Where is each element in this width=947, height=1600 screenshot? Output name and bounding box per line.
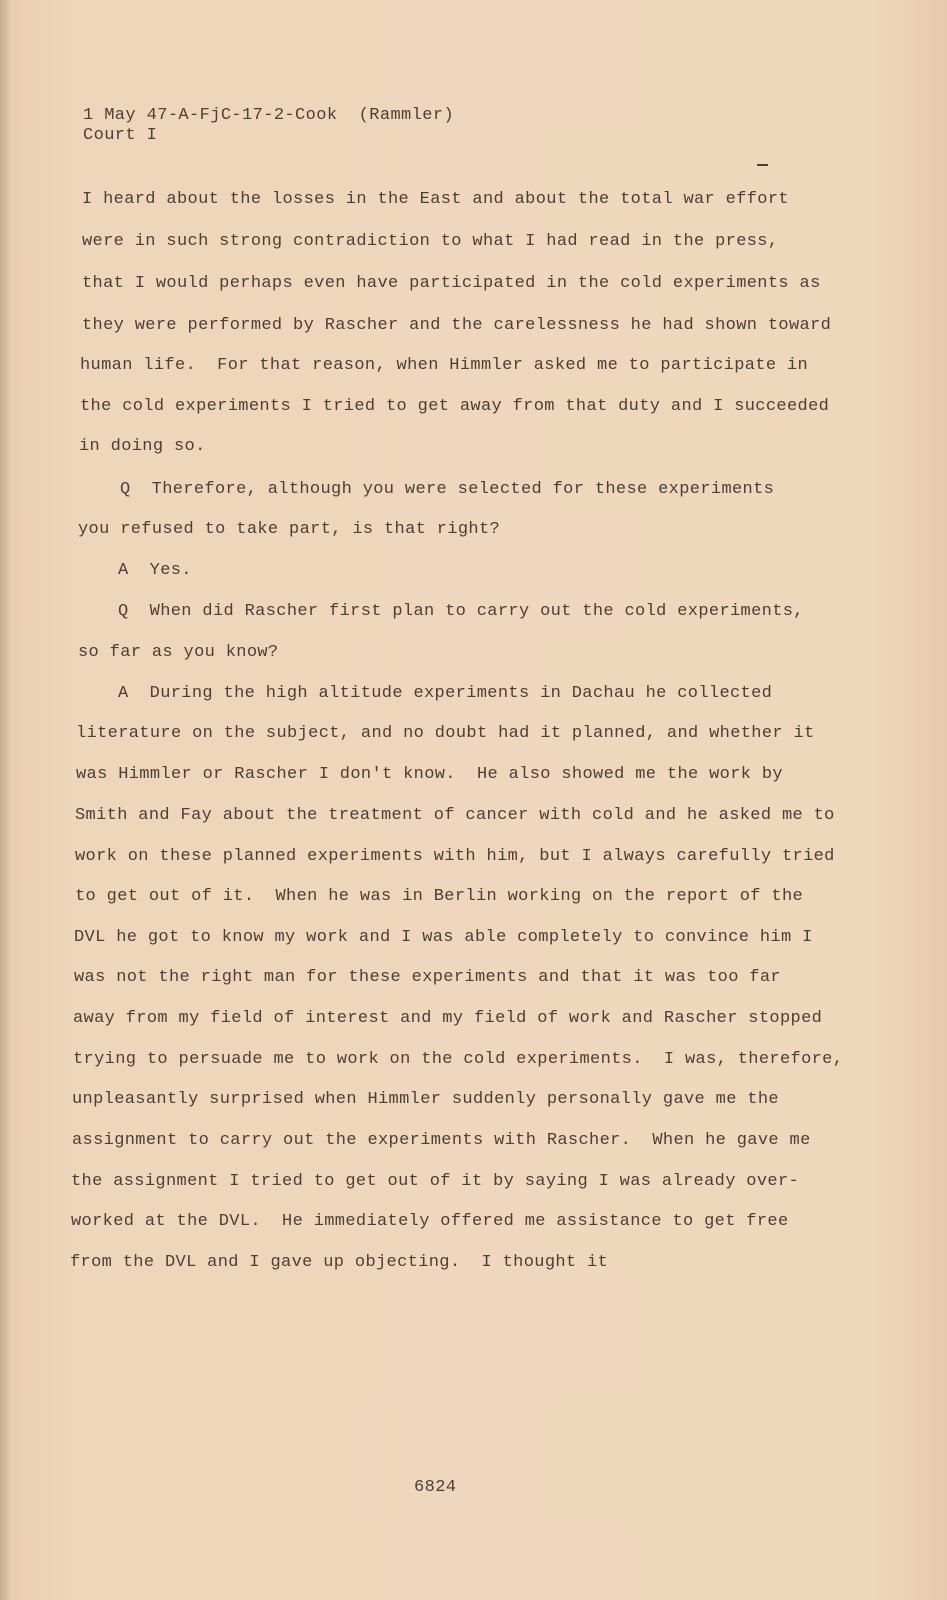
text-line: the assignment I tried to get out of it by saying I was already over- <box>71 1172 800 1191</box>
text-line: Q When did Rascher first plan to carry out the cold experiments, <box>118 602 804 621</box>
text-line: literature on the subject, and no doubt had it planned, and whether it <box>76 724 815 743</box>
text-line: Smith and Fay about the treatment of cancer with cold and he asked me to <box>75 806 835 825</box>
text-line: unpleasantly surprised when Himmler suddenly personally gave me the <box>72 1090 779 1109</box>
text-line: in doing so. <box>79 437 206 456</box>
page-edge-shadow <box>0 0 10 1600</box>
text-line: away from my field of interest and my field of work and Rascher stopped <box>73 1009 823 1028</box>
text-line: you refused to take part, is that right? <box>78 520 501 539</box>
text-line: Q Therefore, although you were selected for these experiments <box>120 480 775 499</box>
text-line: was Himmler or Rascher I don't know. He also showed me the work by <box>76 765 783 784</box>
text-line: DVL he got to know my work and I was able completely to convince him I <box>74 928 813 947</box>
text-line: I heard about the losses in the East and about the total war effort <box>82 190 789 209</box>
text-line: trying to persuade me to work on the cold experiments. I was, therefore, <box>73 1050 844 1069</box>
text-line: to get out of it. When he was in Berlin working on the report of the <box>75 887 804 906</box>
page-number: 6824 <box>414 1478 457 1497</box>
text-line: from the DVL and I gave up objecting. I thought it <box>70 1253 609 1272</box>
document-header <box>83 106 454 146</box>
text-line: that I would perhaps even have participated in the cold experiments as <box>82 274 821 293</box>
text-line: the cold experiments I tried to get away from that duty and I succeeded <box>80 397 830 416</box>
text-line: assignment to carry out the experiments with Rascher. When he gave me <box>72 1131 811 1150</box>
stray-dash-mark <box>757 164 768 166</box>
text-line: human life. For that reason, when Himmler asked me to participate in <box>80 356 809 375</box>
header-court: Court I <box>83 126 158 145</box>
text-line: work on these planned experiments with him, but I always carefully tried <box>75 847 835 866</box>
text-line: A Yes. <box>118 561 192 580</box>
text-line: worked at the DVL. He immediately offered me assistance to get free <box>71 1212 789 1231</box>
text-line: they were performed by Rascher and the carelessness he had shown toward <box>82 316 832 335</box>
header-date-reference: 1 May 47-A-FjC-17-2-Cook (Rammler) <box>83 106 455 125</box>
text-line: were in such strong contradiction to what I had read in the press, <box>82 232 779 251</box>
text-line: was not the right man for these experiments and that it was too far <box>74 968 781 987</box>
text-line: A During the high altitude experiments in Dachau he collected <box>118 684 773 703</box>
text-line: so far as you know? <box>78 643 279 662</box>
